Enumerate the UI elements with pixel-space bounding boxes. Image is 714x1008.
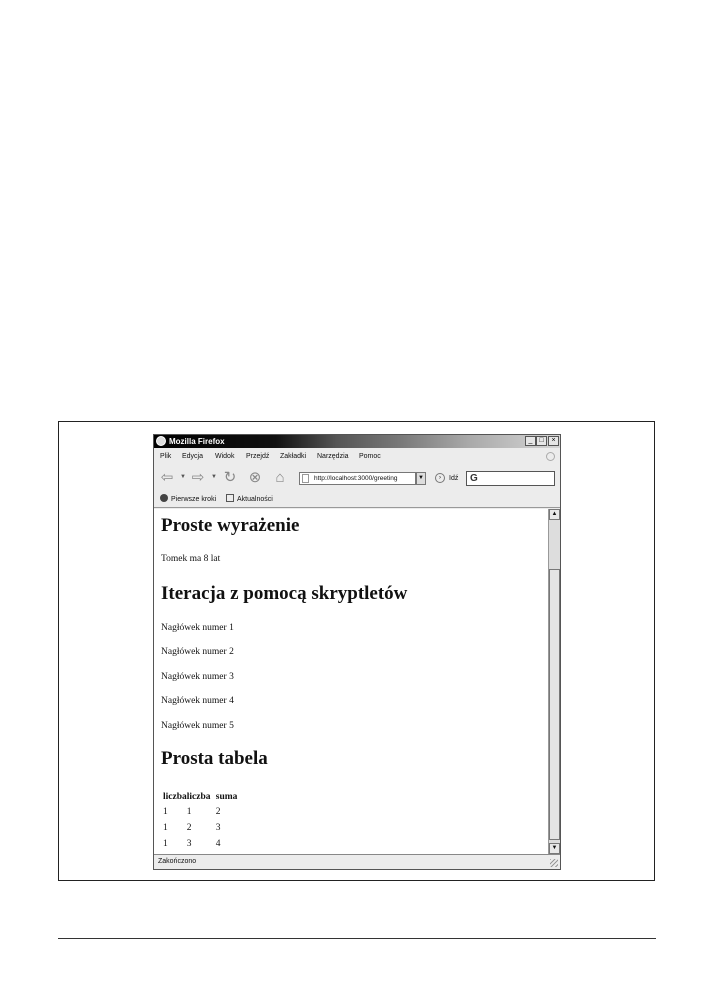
bookmark-label: Aktualności bbox=[237, 496, 273, 503]
page-content bbox=[154, 509, 548, 854]
menu-bar bbox=[154, 450, 560, 464]
scroll-thumb[interactable] bbox=[549, 569, 560, 840]
window-title: Mozilla Firefox bbox=[169, 437, 225, 446]
list-item: Nagłówek numer 4 bbox=[161, 696, 234, 706]
google-icon[interactable]: G bbox=[470, 473, 478, 484]
bookmark-label: Pierwsze kroki bbox=[171, 496, 217, 503]
text-expression-result: Tomek ma 8 lat bbox=[161, 554, 221, 564]
menu-widok[interactable]: Widok bbox=[215, 453, 235, 460]
navigation-toolbar bbox=[154, 467, 560, 489]
stop-icon[interactable]: ⊗ bbox=[248, 469, 262, 486]
go-button[interactable]: Idź bbox=[449, 475, 459, 482]
table-row bbox=[163, 820, 246, 836]
vertical-scrollbar[interactable] bbox=[548, 509, 560, 854]
bookmark-pierwsze-kroki[interactable] bbox=[160, 493, 216, 507]
menu-plik[interactable]: Plik bbox=[160, 453, 172, 460]
heading-iteracja: Iteracja z pomocą skryptletów bbox=[161, 583, 408, 604]
status-bar bbox=[154, 854, 560, 870]
table-row bbox=[163, 804, 246, 820]
bookmark-aktualnosci[interactable] bbox=[226, 493, 273, 507]
throbber-icon bbox=[546, 452, 555, 461]
heading-prosta-tabela: Prosta tabela bbox=[161, 748, 268, 769]
table-row bbox=[163, 836, 246, 852]
menu-edycja[interactable]: Edycja bbox=[182, 453, 204, 460]
table-cell: 2 bbox=[186, 823, 192, 833]
rss-icon bbox=[226, 494, 234, 502]
simple-table bbox=[163, 789, 246, 852]
list-item: Nagłówek numer 3 bbox=[161, 672, 234, 682]
back-dropdown-icon[interactable]: ▼ bbox=[180, 474, 186, 480]
resize-grip-icon[interactable] bbox=[550, 859, 558, 867]
go-icon[interactable]: › bbox=[435, 473, 445, 483]
menu-narzedzia[interactable]: Narzędzia bbox=[317, 453, 349, 460]
table-header: liczba bbox=[163, 791, 187, 802]
table-header: liczba bbox=[186, 791, 211, 802]
table-cell: 4 bbox=[215, 839, 221, 849]
table-cell: 1 bbox=[186, 807, 192, 817]
table-cell: 1 bbox=[163, 823, 168, 833]
url-text: http://localhost:3000/greeting bbox=[314, 475, 398, 482]
table-cell: 3 bbox=[215, 823, 221, 833]
list-item: Nagłówek numer 2 bbox=[161, 647, 234, 657]
table-header-row bbox=[163, 789, 246, 804]
table-cell: 1 bbox=[163, 839, 168, 849]
minimize-button[interactable]: _ bbox=[525, 436, 536, 446]
bookmarks-toolbar bbox=[154, 493, 560, 508]
table-cell: 1 bbox=[163, 807, 168, 817]
back-icon[interactable]: ⇦ bbox=[160, 469, 174, 486]
home-icon[interactable]: ⌂ bbox=[275, 469, 285, 486]
scroll-up-icon[interactable]: ▲ bbox=[549, 509, 560, 520]
table-cell: 2 bbox=[215, 807, 221, 817]
menu-pomoc[interactable]: Pomoc bbox=[359, 453, 381, 460]
forward-icon[interactable]: ⇨ bbox=[191, 469, 205, 486]
table-header: suma bbox=[215, 791, 238, 802]
search-input[interactable] bbox=[466, 471, 555, 486]
close-button[interactable]: × bbox=[548, 436, 559, 446]
list-item: Nagłówek numer 5 bbox=[161, 721, 234, 731]
browser-window bbox=[153, 434, 561, 870]
url-dropdown-button[interactable]: ▼ bbox=[416, 472, 426, 485]
title-bar[interactable] bbox=[154, 435, 560, 448]
forward-dropdown-icon[interactable]: ▼ bbox=[211, 474, 217, 480]
heading-proste-wyrazenie: Proste wyrażenie bbox=[161, 515, 300, 536]
footer-rule bbox=[58, 938, 656, 939]
menu-przejdz[interactable]: Przejdź bbox=[246, 453, 270, 460]
list-item: Nagłówek numer 1 bbox=[161, 623, 234, 633]
menu-zakladki[interactable]: Zakładki bbox=[280, 453, 307, 460]
reload-icon[interactable]: ↻ bbox=[223, 469, 237, 486]
firefox-icon bbox=[156, 436, 166, 446]
page-icon bbox=[302, 474, 309, 483]
bookmark-icon bbox=[160, 494, 168, 502]
maximize-button[interactable]: □ bbox=[536, 436, 547, 446]
url-bar[interactable] bbox=[299, 472, 416, 485]
table-cell: 3 bbox=[186, 839, 192, 849]
scroll-down-icon[interactable]: ▼ bbox=[549, 843, 560, 854]
status-text: Zakończono bbox=[158, 858, 197, 865]
